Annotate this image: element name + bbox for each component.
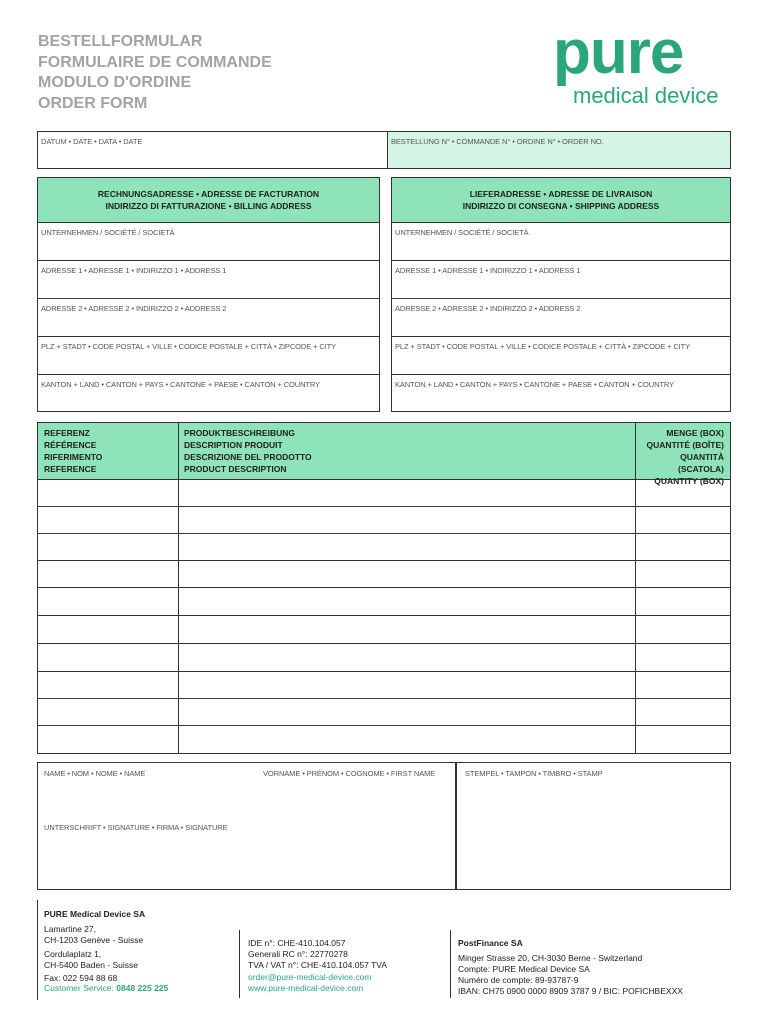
bank-details [458, 953, 683, 997]
description-header-de: PRODUKTBESCHREIBUNG [184, 428, 295, 438]
logo-wordmark: pure [553, 18, 684, 87]
table-row[interactable] [38, 643, 730, 644]
company-name: PURE Medical Device SA [44, 909, 146, 919]
address-baden-line1: Cordulaplatz 1, [44, 949, 102, 959]
address-geneva-line2: CH-1203 Genève - Suisse [44, 935, 144, 945]
column-divider [635, 423, 636, 753]
shipping-country-label: KANTON + LAND • CANTON + PAYS • CANTONE + PAESE • CANTON + COUNTRY [395, 380, 674, 389]
description-header-en: PRODUCT DESCRIPTION [184, 464, 287, 474]
address-geneva-line1: Lamartine 27, [44, 924, 96, 934]
company-logo [553, 18, 735, 112]
order-number-label: BESTELLUNG N° • COMMANDE N° • ORDINE N° • ORDER NO. [391, 137, 604, 146]
logo-subtitle: medical device [573, 83, 719, 108]
shipping-header-line2: INDIRIZZO DI CONSEGNA • SHIPPING ADDRESS [462, 201, 660, 211]
shipping-address-box [391, 177, 731, 412]
billing-address1-field[interactable] [38, 260, 379, 299]
table-row[interactable] [38, 479, 730, 480]
shipping-address2-field[interactable] [392, 298, 730, 337]
first-name-field[interactable] [248, 763, 455, 813]
table-row[interactable] [38, 725, 730, 726]
shipping-zip-city-field[interactable] [392, 336, 730, 375]
billing-zip-city-label: PLZ + STADT • CODE POSTAL + VILLE • CODICE POSTALE + CITTÀ • ZIPCODE + CITY [41, 342, 337, 351]
description-header-fr: DESCRIPTION PRODUIT [184, 440, 283, 450]
billing-company-label: UNTERNEHMEN / SOCIÉTÉ / SOCIETÀ [41, 228, 175, 237]
table-row[interactable] [38, 587, 730, 588]
shipping-country-field[interactable] [392, 374, 730, 412]
title-line-it: MODULO D'ORDINE [38, 74, 192, 91]
billing-country-field[interactable] [38, 374, 379, 412]
billing-country-label: KANTON + LAND • CANTON + PAYS • CANTONE + PAESE • CANTON + COUNTRY [41, 380, 320, 389]
bank-name: PostFinance SA [458, 938, 523, 948]
table-row[interactable] [38, 671, 730, 672]
bank-address: Minger Strasse 20, CH-3030 Berne - Switzerland [458, 953, 643, 963]
billing-address2-field[interactable] [38, 298, 379, 337]
table-row[interactable] [38, 560, 730, 561]
order-number-field[interactable] [387, 132, 730, 168]
address-geneva [44, 924, 143, 946]
contact-links [248, 972, 371, 994]
billing-header-line1: RECHNUNGSADRESSE • ADRESSE DE FACTURATION [97, 189, 320, 199]
date-label: DATUM • DATE • DATA • DATE [41, 137, 143, 146]
customer-service-number[interactable]: 0848 225 225 [116, 983, 169, 993]
billing-address2-label: ADRESSE 2 • ADRESSE 2 • INDIRIZZO 2 • ADDRESS 2 [41, 304, 227, 313]
billing-address-header [38, 178, 379, 222]
ide-number: IDE n°: CHE-410.104.057 [248, 938, 346, 948]
billing-header-line2: INDIRIZZO DI FATTURAZIONE • BILLING ADDRESS [105, 201, 312, 211]
registration-info [248, 938, 387, 971]
stamp-label: STEMPEL • TAMPON • TIMBRO • STAMP [465, 769, 603, 778]
table-row[interactable] [38, 506, 730, 507]
footer [37, 900, 731, 1000]
billing-address-box [37, 177, 380, 412]
vat-number: TVA / VAT n°: CHE-410.104.057 TVA [248, 960, 387, 970]
quantity-header-fr: QUANTITÉ (BOÎTE) [646, 440, 724, 450]
date-field[interactable] [38, 132, 387, 168]
title-line-de: BESTELLFORMULAR [38, 33, 203, 50]
name-label: NAME • NOM • NOME • NAME [44, 769, 146, 778]
customer-service [44, 983, 168, 994]
table-row[interactable] [38, 615, 730, 616]
signature-box [37, 762, 456, 890]
bank-account-holder: Compte: PURE Medical Device SA [458, 964, 590, 974]
website-link[interactable]: www.pure-medical-device.com [248, 983, 364, 993]
shipping-address2-label: ADRESSE 2 • ADRESSE 2 • INDIRIZZO 2 • ADDRESS 2 [395, 304, 581, 313]
billing-zip-city-field[interactable] [38, 336, 379, 375]
column-header-description [178, 423, 635, 479]
shipping-address1-field[interactable] [392, 260, 730, 299]
shipping-address-header [392, 178, 730, 222]
quantity-header-en: QUANTITY (BOX) [654, 476, 724, 486]
product-table [37, 422, 731, 754]
quantity-header-it: QUANTITÀ (SCATOLA) [678, 452, 724, 474]
shipping-zip-city-label: PLZ + STADT • CODE POSTAL + VILLE • CODICE POSTALE + CITTÀ • ZIPCODE + CITY [395, 342, 691, 351]
date-order-box [37, 131, 731, 169]
fax-number: Fax: 022 594 88 68 [44, 973, 118, 983]
footer-divider [450, 930, 451, 998]
name-field[interactable] [38, 763, 248, 813]
shipping-address1-label: ADRESSE 1 • ADRESSE 1 • INDIRIZZO 1 • ADDRESS 1 [395, 266, 581, 275]
shipping-header-line1: LIEFERADRESSE • ADRESSE DE LIVRAISON [469, 189, 653, 199]
stamp-box[interactable] [456, 762, 731, 890]
column-divider [178, 423, 179, 753]
address-baden-line2: CH-5400 Baden - Suisse [44, 960, 139, 970]
table-row[interactable] [38, 698, 730, 699]
title-line-en: ORDER FORM [38, 94, 148, 112]
title-line-fr: FORMULAIRE DE COMMANDE [38, 53, 272, 71]
shipping-company-field[interactable] [392, 222, 730, 261]
billing-address1-label: ADRESSE 1 • ADRESSE 1 • INDIRIZZO 1 • ADDRESS 1 [41, 266, 227, 275]
email-link[interactable]: order@pure-medical-device.com [248, 972, 372, 982]
column-header-quantity [635, 423, 730, 486]
form-title [38, 32, 272, 114]
description-header-it: DESCRIZIONE DEL PRODOTTO [184, 452, 312, 462]
address-baden [44, 949, 138, 971]
footer-divider [239, 930, 240, 998]
quantity-header-de: MENGE (BOX) [666, 428, 724, 438]
shipping-company-label: UNTERNEHMEN / SOCIÉTÉ / SOCIETÀ [395, 228, 529, 237]
column-header-reference [38, 423, 178, 479]
signature-field[interactable] [38, 817, 455, 889]
reference-header-de: REFERENZ [44, 428, 90, 438]
first-name-label: VORNAME • PRÉNOM • COGNOME • FIRST NAME [263, 769, 436, 778]
reference-header-fr: RÉFÉRENCE [44, 440, 97, 450]
bank-account-number: Numéro de compte: 89-93787-9 [458, 975, 579, 985]
reference-header-it: RIFERIMENTO [44, 452, 103, 462]
rc-number: Generali RC n°: 22770278 [248, 949, 348, 959]
table-row[interactable] [38, 533, 730, 534]
signature-label: UNTERSCHRIFT • SIGNATURE • FIRMA • SIGNATURE [44, 823, 228, 832]
iban: IBAN: CH75 0900 0000 8909 3787 9 / BIC: POFICHBEXXX [458, 986, 683, 996]
reference-header-en: REFERENCE [44, 464, 97, 474]
customer-service-label: Customer Service: [44, 983, 117, 993]
billing-company-field[interactable] [38, 222, 379, 261]
